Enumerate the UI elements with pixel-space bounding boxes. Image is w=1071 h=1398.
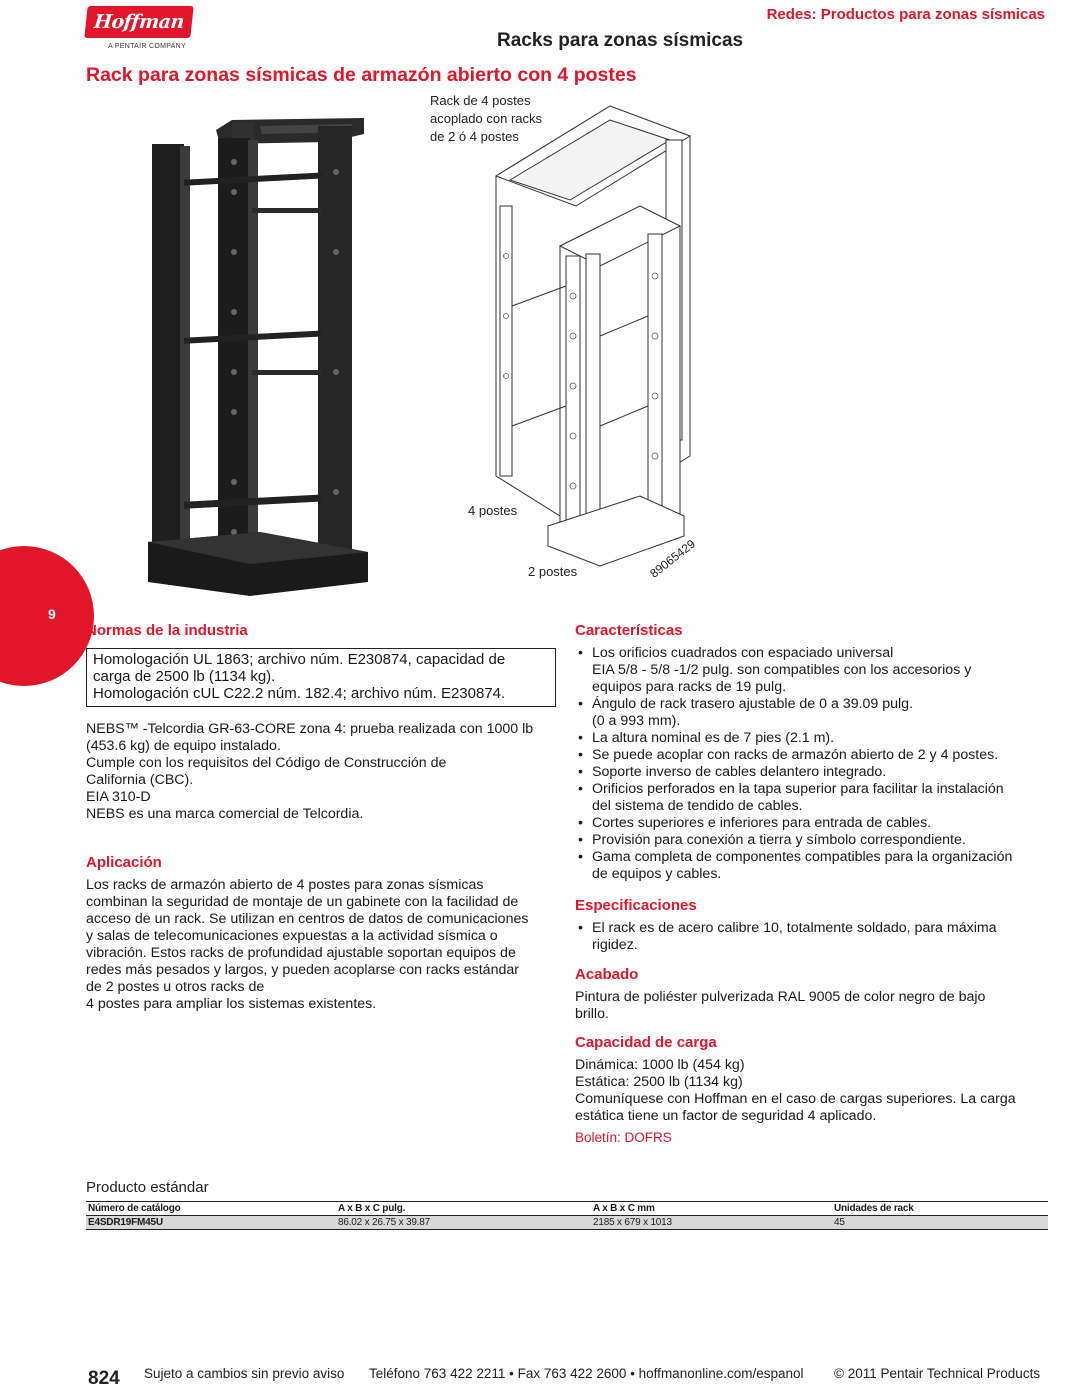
catalog-number[interactable]: E4SDR19FM45U [86, 1216, 336, 1230]
aplicacion-line: de 2 postes u otros racks de [86, 979, 265, 995]
capacidad-line: Comuníquese con Hoffman en el caso de cargas superiores. La carga [575, 1091, 1016, 1107]
aplicacion-line: 4 postes para ampliar los sistemas existentes. [86, 996, 377, 1012]
bulletin-link[interactable]: Boletín: DOFRS [575, 1130, 672, 1145]
chapter-tab [0, 546, 94, 686]
capacidad-line: estática tiene un factor de seguridad 4 aplicado. [575, 1108, 877, 1124]
normas-line: (453.6 kg) de equipo instalado. [86, 738, 281, 754]
rack-photo [140, 112, 376, 598]
acabado-heading: Acabado [575, 966, 639, 983]
hoffman-logo [86, 6, 198, 56]
feature-line: • Provisión para conexión a tierra y símbolo correspondiente. [592, 832, 966, 848]
rack-units: 45 [832, 1216, 1048, 1230]
feature-line: (0 a 993 mm). [592, 713, 681, 729]
certification-line: Homologación cUL C22.2 núm. 182.4; archivo núm. E230874. [93, 685, 506, 702]
aplicacion-line: acceso de un rack. Se utilizan en centros de datos de comunicaciones [86, 911, 529, 927]
acabado-line: brillo. [575, 1006, 609, 1022]
feature-line: • Soporte inverso de cables delantero integrado. [592, 764, 887, 780]
product-table [86, 1201, 1048, 1230]
normas-line: NEBS es una marca comercial de Telcordia. [86, 806, 364, 822]
column-header: Número de catálogo [86, 1202, 336, 1216]
feature-line: de equipos y cables. [592, 866, 722, 882]
feature-item [575, 849, 1055, 883]
aplicacion-line: Los racks de armazón abierto de 4 postes para zonas sísmicas [86, 877, 484, 893]
normas-heading: Normas de la industria [86, 622, 248, 639]
feature-line: • Los orificios cuadrados con espaciado universal [592, 645, 894, 661]
acabado-line: Pintura de poliéster pulverizada RAL 9005 de color negro de bajo [575, 989, 986, 1005]
certification-line: Homologación UL 1863; archivo núm. E230874, capacidad de [93, 651, 506, 668]
feature-line: equipos para racks de 19 pulg. [592, 679, 787, 695]
capacidad-heading: Capacidad de carga [575, 1034, 717, 1051]
feature-line: EIA 5/8 - 5/8 -1/2 pulg. son compatibles con los accesorios y [592, 662, 972, 678]
footer-copyright: © 2011 Pentair Technical Products [834, 1366, 1041, 1381]
acabado-text [575, 989, 1055, 1023]
caracteristicas-list [575, 645, 1055, 883]
figure-caption-line: acoplado con racks [430, 111, 543, 126]
producto-heading: Producto estándar [86, 1179, 209, 1196]
aplicacion-heading: Aplicación [86, 854, 162, 871]
aplicacion-line: y salas de telecomunicaciones expuestas a la actividad sísmica o [86, 928, 498, 944]
feature-item [575, 764, 1055, 781]
feature-item [575, 747, 1055, 764]
normas-line: NEBS™ -Telcordia GR-63-CORE zona 4: prueba realizada con 1000 lb [86, 721, 534, 737]
product-table-wrapper [86, 1201, 1048, 1230]
especificaciones-heading: Especificaciones [575, 897, 697, 914]
feature-item [575, 696, 1055, 730]
column-header: A x B x C pulg. [336, 1202, 591, 1216]
aplicacion-text [86, 877, 561, 1013]
normas-line: EIA 310-D [86, 789, 151, 805]
label-4-postes: 4 postes [468, 503, 518, 518]
capacidad-line: Estática: 2500 lb (1134 kg) [575, 1074, 743, 1090]
figure-number: 89065429 [647, 536, 698, 581]
footer-notice: Sujeto a cambios sin previo aviso [144, 1366, 345, 1381]
logo-wordmark: Hoffman [84, 6, 193, 38]
feature-line: • Ángulo de rack trasero ajustable de 0 a 39.09 pulg. [592, 696, 914, 712]
feature-item [575, 815, 1055, 832]
table-row [86, 1216, 1048, 1230]
label-2-postes: 2 postes [528, 564, 578, 579]
especificaciones-list [575, 920, 1055, 954]
spec-item [575, 920, 1055, 954]
caracteristicas-heading: Características [575, 622, 683, 639]
feature-line: • Cortes superiores e inferiores para entrada de cables. [592, 815, 932, 831]
page-number: 824 [88, 1368, 120, 1389]
feature-line: del sistema de tendido de cables. [592, 798, 803, 814]
spec-line: rigidez. [592, 937, 638, 953]
certification-box [86, 648, 556, 707]
spec-line: • El rack es de acero calibre 10, totalmente soldado, para máxima [592, 920, 997, 936]
figure-caption-line: de 2 ó 4 postes [430, 129, 519, 144]
capacidad-line: Dinámica: 1000 lb (454 kg) [575, 1057, 745, 1073]
feature-item [575, 645, 1055, 696]
footer-contact: Teléfono 763 422 2211 • Fax 763 422 2600 • hoffmanonline.com/espanol [369, 1366, 804, 1381]
feature-item [575, 730, 1055, 747]
feature-line: • Se puede acoplar con racks de armazón abierto de 2 y 4 postes. [592, 747, 999, 763]
aplicacion-line: redes más pesados y largos, y pueden acoplarse con racks estándar [86, 962, 519, 978]
feature-item [575, 832, 1055, 849]
capacidad-text [575, 1057, 1055, 1125]
chapter-tab-number: 9 [48, 606, 56, 622]
feature-item [575, 781, 1055, 815]
feature-line: • La altura nominal es de 7 pies (2.1 m). [592, 730, 835, 746]
dimensions-mm: 2185 x 679 x 1013 [591, 1216, 832, 1230]
table-header-row [86, 1202, 1048, 1216]
column-header: Unidades de rack [832, 1202, 1048, 1216]
aplicacion-line: vibración. Estos racks de profundidad ajustable soportan equipos de [86, 945, 516, 961]
dimensions-inches: 86.02 x 26.75 x 39.87 [336, 1216, 591, 1230]
product-title: Rack para zonas sísmicas de armazón abierto con 4 postes [86, 64, 637, 86]
figure-caption-line: Rack de 4 postes [430, 93, 531, 108]
feature-line: • Orificios perforados en la tapa superior para facilitar la instalación [592, 781, 1004, 797]
page-title: Racks para zonas sísmicas [497, 30, 744, 51]
normas-text [86, 721, 556, 823]
aplicacion-line: combinan la seguridad de montaje de un gabinete con la facilidad de [86, 894, 519, 910]
logo-subtitle: A PENTAIR COMPANY [108, 43, 186, 50]
certification-line: carga de 2500 lb (1134 kg). [93, 668, 276, 685]
section-header: Redes: Productos para zonas sísmicas [766, 6, 1045, 23]
column-header: A x B x C mm [591, 1202, 832, 1216]
normas-line: Cumple con los requisitos del Código de Construcción de [86, 755, 447, 771]
feature-line: • Gama completa de componentes compatibles para la organización [592, 849, 1013, 865]
normas-line: California (CBC). [86, 772, 194, 788]
